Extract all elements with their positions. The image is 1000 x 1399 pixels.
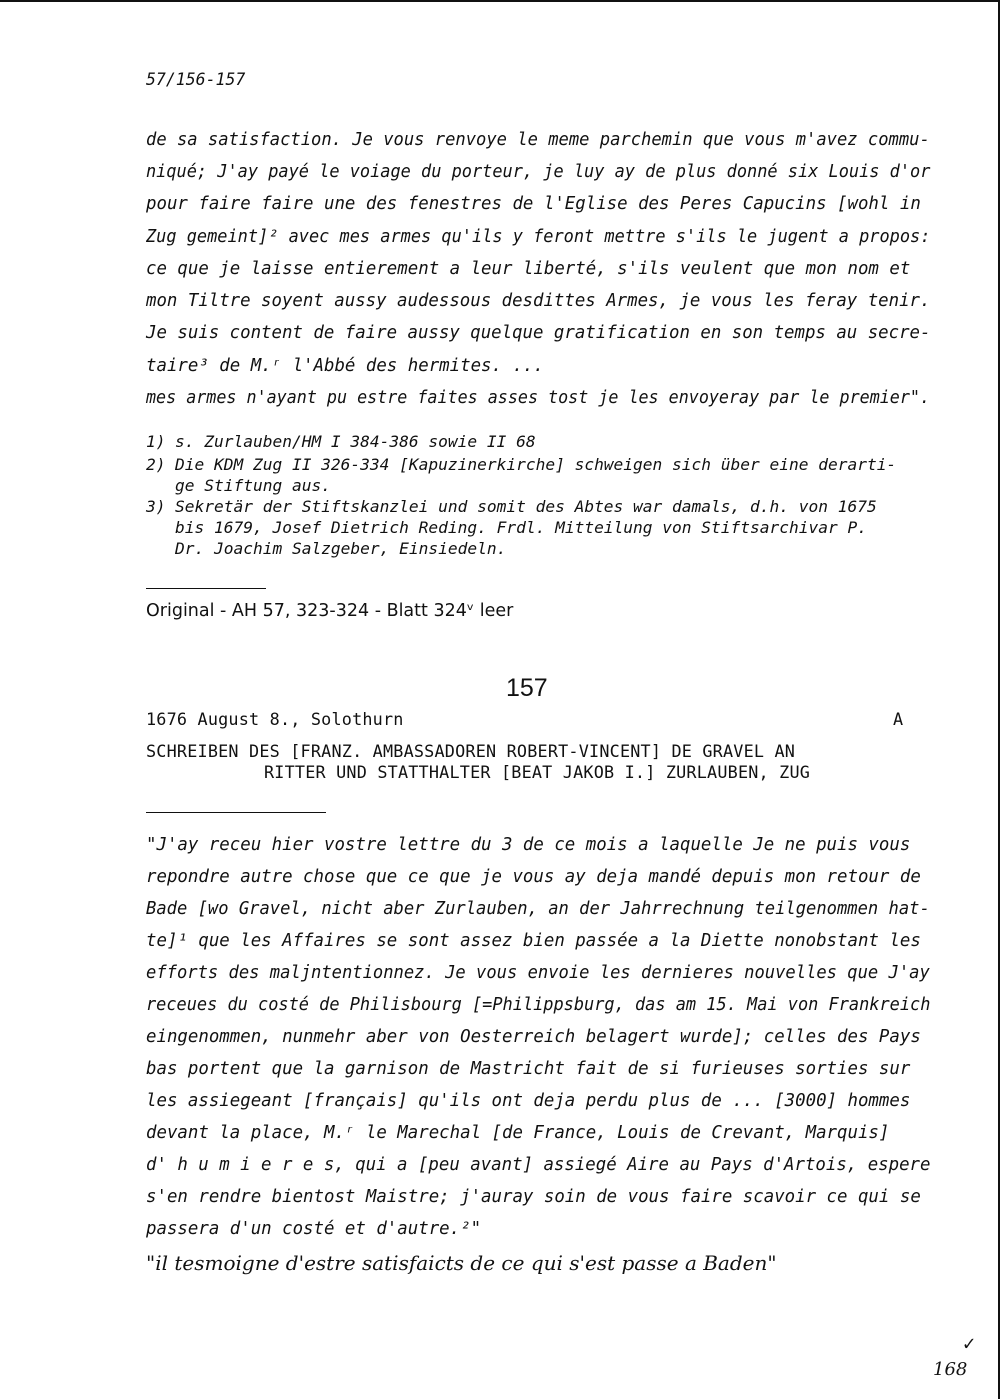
date-place: 1676 August 8., Solothurn (146, 709, 404, 729)
text-line: mes armes n'ayant pu estre faites asses tost je les envoyeray par le premier". (146, 388, 931, 408)
text-line: eingenommen, nunmehr aber von Oesterreich belagert wurde]; celles des Pays (146, 1027, 921, 1047)
text-line: s'en rendre bientost Maistre; j'auray soin de vous faire scavoir ce qui se (146, 1187, 921, 1207)
text-line: Zug gemeint]² avec mes armes qu'ils y feront mettre s'ils le jugent a propos: (146, 227, 931, 247)
document-type: A (893, 709, 904, 729)
footnote-text: Die KDM Zug II 326-334 [Kapuzinerkirche] schweigen sich über eine derarti- (175, 455, 897, 474)
text-line: passera d'un costé et d'autre.²" (146, 1219, 482, 1239)
text-line: mon Tiltre soyent aussy audessous desdittes Armes, je vous les feray tenir. (146, 291, 931, 311)
footnote-text: ge Stiftung aus. (175, 476, 331, 495)
source-line: Original - AH 57, 323-324 - Blatt 324ᵛ leer (146, 601, 514, 621)
check-mark-icon: ✓ (963, 1331, 976, 1355)
page-border-top (0, 0, 1000, 2)
document-heading-line1: SCHREIBEN DES [FRANZ. AMBASSADOREN ROBERT-VINCENT] DE GRAVEL AN (146, 741, 796, 761)
separator-rule (146, 812, 326, 813)
footnote-text: Sekretär der Stiftskanzlei und somit des Abtes war damals, d.h. von 1675 (175, 497, 877, 516)
text-line: de sa satisfaction. Je vous renvoye le meme parchemin que vous m'avez commu- (146, 130, 930, 150)
text-line: devant la place, M.ʳ le Marechal [de France, Louis de Crevant, Marquis] (146, 1123, 890, 1143)
text-line: d' h u m i e r e s, qui a [peu avant] assiegé Aire au Pays d'Artois, espere (146, 1155, 931, 1175)
footnote-number: 2) (146, 455, 166, 474)
footnote-text: Dr. Joachim Salzgeber, Einsiedeln. (175, 539, 507, 558)
separator-rule (146, 588, 266, 589)
document-heading-line2: RITTER UND STATTHALTER [BEAT JAKOB I.] ZURLAUBEN, ZUG (264, 762, 811, 782)
document-number: 157 (506, 674, 548, 702)
text-line: Bade [wo Gravel, nicht aber Zurlauben, an der Jahrrechnung teilgenommen hat- (146, 899, 930, 919)
page-reference: 57/156-157 (146, 70, 246, 89)
handwritten-page-number: 168 (933, 1359, 968, 1380)
text-line: "J'ay receu hier vostre lettre du 3 de ce mois a laquelle Je ne puis vous (146, 835, 911, 855)
text-line: repondre autre chose que ce que je vous ay deja mandé depuis mon retour de (146, 867, 921, 887)
text-line: niqué; J'ay payé le voiage du porteur, je luy ay de plus donné six Louis d'or (146, 162, 931, 182)
text-line: te]¹ que les Affaires se sont assez bien passée a la Diette nonobstant les (146, 931, 921, 951)
handwritten-quote: "il tesmoigne d'estre satisfaicts de ce qui s'est passe a Baden" (146, 1251, 777, 1275)
footnote-text: bis 1679, Josef Dietrich Reding. Frdl. Mitteilung von Stiftsarchivar P. (175, 518, 867, 537)
text-line: pour faire faire une des fenestres de l'Eglise des Peres Capucins [wohl in (146, 194, 921, 214)
text-line: taire³ de M.ʳ l'Abbé des hermites. ... (146, 356, 544, 376)
text-line: ce que je laisse entierement a leur liberté, s'ils veulent que mon nom et (146, 259, 911, 279)
text-line: bas portent que la garnison de Mastricht fait de si furieuses sorties sur (146, 1059, 911, 1079)
footnote-number: 3) (146, 497, 166, 516)
text-line: Je suis content de faire aussy quelque gratification en son temps au secre- (146, 323, 931, 343)
text-line: les assiegeant [français] qu'ils ont deja perdu plus de ... [3000] hommes (146, 1091, 911, 1111)
text-line: receues du costé de Philisbourg [=Philippsburg, das am 15. Mai von Frankreich (146, 995, 931, 1015)
text-line: efforts des malјntentionnez. Je vous envoie les dernieres nouvelles que J'ay (146, 963, 930, 983)
footnote-text: s. Zurlauben/HM I 384-386 sowie II 68 (175, 432, 536, 451)
footnote-number: 1) (146, 432, 166, 451)
